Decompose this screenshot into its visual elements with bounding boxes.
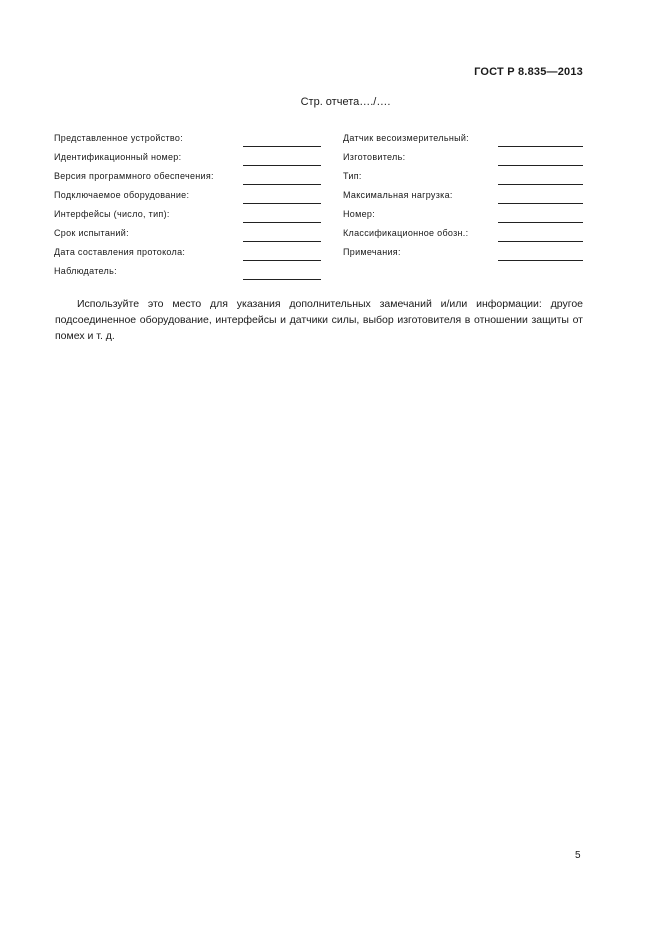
- field-line-max-load[interactable]: [498, 203, 583, 204]
- field-label-connected-equipment: Подключаемое оборудование:: [54, 190, 190, 200]
- field-line-software-version[interactable]: [243, 184, 321, 185]
- field-line-type[interactable]: [498, 184, 583, 185]
- field-label-max-load: Максимальная нагрузка:: [343, 190, 453, 200]
- report-page-reference: Стр. отчета…./….: [300, 96, 391, 108]
- field-line-connected-equipment[interactable]: [243, 203, 321, 204]
- field-label-classification: Классификационное обозн.:: [343, 228, 469, 238]
- field-line-manufacturer[interactable]: [498, 165, 583, 166]
- document-standard-code: ГОСТ Р 8.835—2013: [474, 66, 583, 78]
- field-label-interfaces: Интерфейсы (число, тип):: [54, 209, 170, 219]
- field-line-id-number[interactable]: [243, 165, 321, 166]
- field-label-load-cell: Датчик весоизмерительный:: [343, 133, 469, 143]
- field-label-manufacturer: Изготовитель:: [343, 152, 406, 162]
- field-label-notes: Примечания:: [343, 247, 401, 257]
- report-fields: [0, 130, 661, 290]
- field-line-classification[interactable]: [498, 241, 583, 242]
- field-line-test-period[interactable]: [243, 241, 321, 242]
- field-label-observer: Наблюдатель:: [54, 266, 117, 276]
- field-line-number[interactable]: [498, 222, 583, 223]
- field-label-device: Представленное устройство:: [54, 133, 184, 143]
- field-label-test-period: Срок испытаний:: [54, 228, 129, 238]
- additional-info-note: Используйте это место для указания дополнительных замечаний и/или информации: другое подсоединенное оборудование, интерфейсы и датчики силы, выбор изготовителя в отношении защиты от помех и т. д.: [55, 298, 583, 342]
- field-line-protocol-date[interactable]: [243, 260, 321, 261]
- field-label-type: Тип:: [343, 171, 362, 181]
- field-label-protocol-date: Дата составления протокола:: [54, 247, 186, 257]
- field-line-load-cell[interactable]: [498, 146, 583, 147]
- field-line-observer[interactable]: [243, 279, 321, 280]
- field-line-notes[interactable]: [498, 260, 583, 261]
- field-label-number: Номер:: [343, 209, 376, 219]
- page-number: 5: [575, 850, 581, 861]
- field-label-software-version: Версия программного обеспечения:: [54, 171, 214, 181]
- field-line-device[interactable]: [243, 146, 321, 147]
- field-label-id-number: Идентификационный номер:: [54, 152, 182, 162]
- field-line-interfaces[interactable]: [243, 222, 321, 223]
